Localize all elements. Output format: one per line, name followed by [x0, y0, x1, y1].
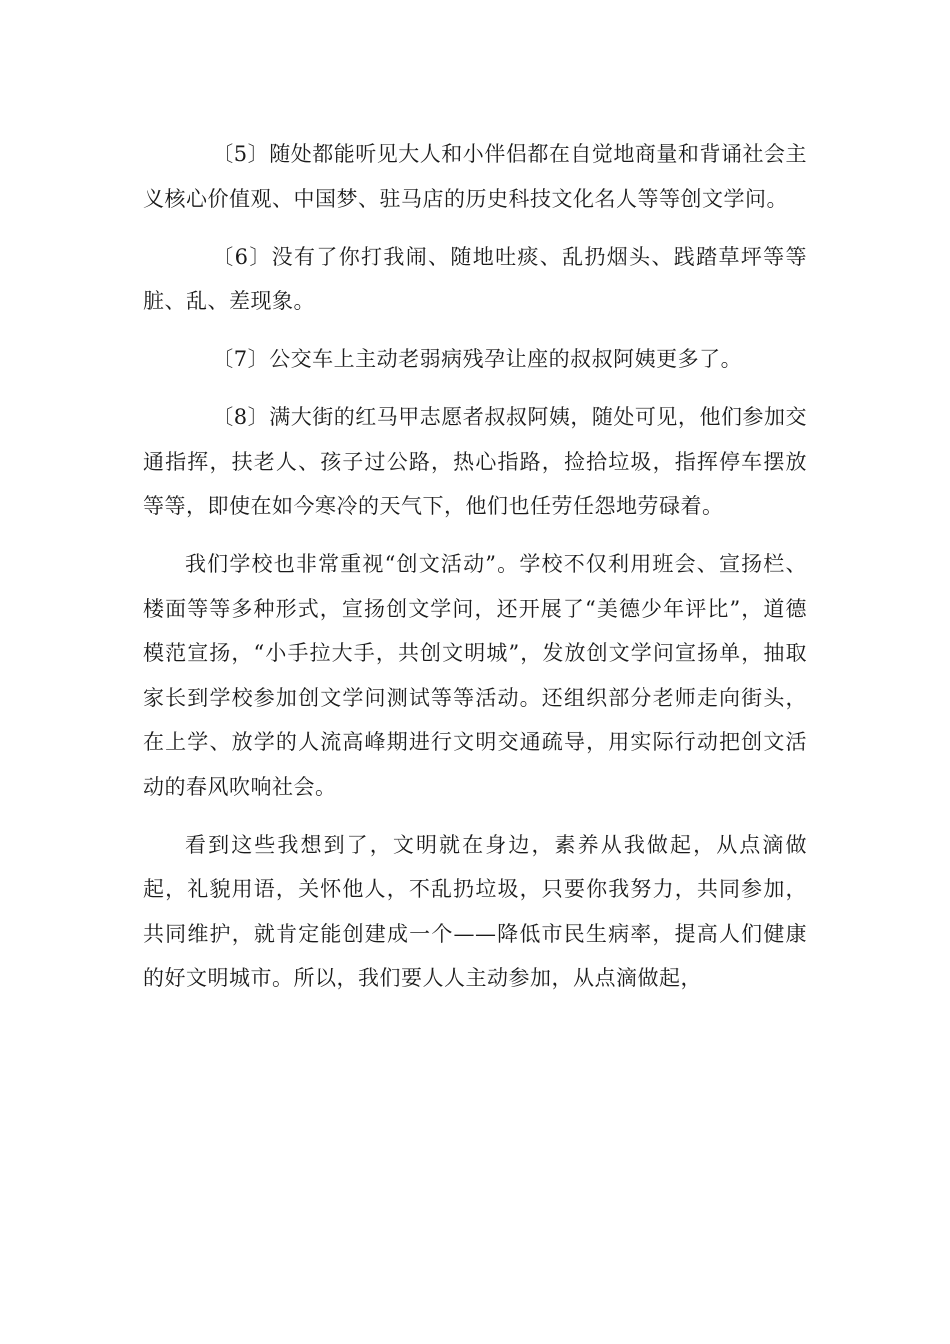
list-item-6: 〔6〕没有了你打我闹、随地吐痰、乱扔烟头、践踏草坪等等脏、乱、差现象。 — [143, 244, 807, 313]
document-body — [143, 132, 807, 1014]
list-item-5: 〔5〕随处都能听见大人和小伴侣都在自觉地商量和背诵社会主义核心价值观、中国梦、驻马店的历史科技文化名人等等创文学问。 — [143, 142, 807, 211]
list-item-8: 〔8〕满大街的红马甲志愿者叔叔阿姨，随处可见，他们参加交通指挥，扶老人、孩子过公路，热心指路，捡拾垃圾，指挥停车摆放等等，即使在如今寒冷的天气下，他们也任劳任怨地劳碌着。 — [143, 405, 807, 518]
school-activity-paragraph: 我们学校也非常重视“创文活动”。学校不仅利用班会、宣扬栏、楼面等等多种形式，宣扬创文学问，还开展了“美德少年评比”，道德模范宣扬，“小手拉大手，共创文明城”，发放创文学问宣扬单，抽取家长到学校参加创文学问测试等等活动。还组织部分老师走向街头，在上学、放学的人流高峰期进行文明交通疏导，用实际行动把创文活动的春风吹响社会。 — [143, 552, 807, 799]
conclusion-paragraph: 看到这些我想到了，文明就在身边，素养从我做起，从点滴做起，礼貌用语，关怀他人，不乱扔垃圾，只要你我努力，共同参加，共同维护，就肯定能创建成一个——降低市民生病率，提高人们健康的好文明城市。所以，我们要人人主动参加，从点滴做起， — [143, 832, 807, 990]
list-item-7: 〔7〕公交车上主动老弱病残孕让座的叔叔阿姨更多了。 — [212, 347, 743, 371]
